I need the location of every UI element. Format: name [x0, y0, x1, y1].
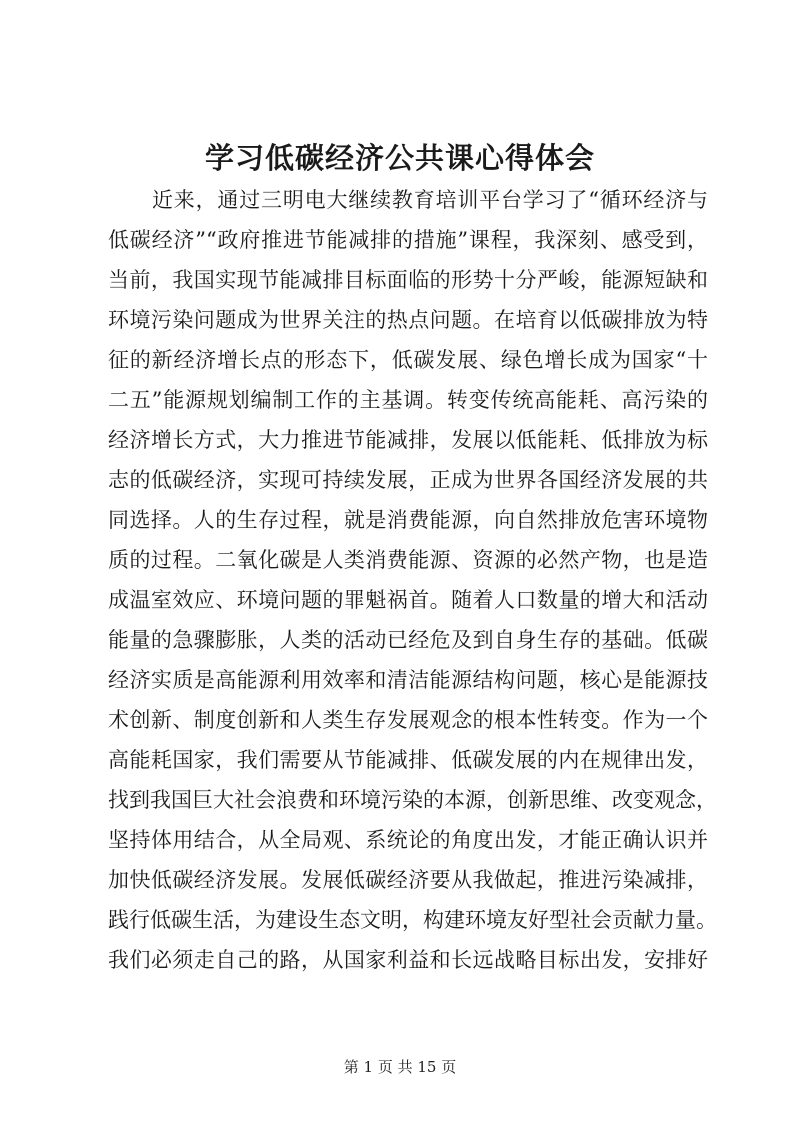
- paragraph-line: 低碳经济”“政府推进节能减排的措施”课程，我深刻、感受到，: [108, 228, 708, 252]
- paragraph-line: 环境污染问题成为世界关注的热点问题。在培育以低碳排放为特: [108, 308, 708, 332]
- page-number-footer: 第 1 页 共 15 页: [343, 1058, 457, 1076]
- paragraph-line: 成温室效应、环境问题的罪魁祸首。随着人口数量的增大和活动: [108, 588, 708, 612]
- paragraph-line: 能量的急骤膨胀，人类的活动已经危及到自身生存的基础。低碳: [108, 628, 708, 652]
- paragraph-line: 同选择。人的生存过程，就是消费能源，向自然排放危害环境物: [108, 508, 708, 532]
- paragraph-line: 加快低碳经济发展。发展低碳经济要从我做起，推进污染减排，: [108, 868, 708, 892]
- paragraph-line: 志的低碳经济，实现可持续发展，正成为世界各国经济发展的共: [108, 468, 708, 492]
- paragraph-line: 术创新、制度创新和人类生存发展观念的根本性转变。作为一个: [108, 708, 708, 732]
- paragraph-line: 经济实质是高能源利用效率和清洁能源结构问题，核心是能源技: [108, 668, 708, 692]
- paragraph-line: 质的过程。二氧化碳是人类消费能源、资源的必然产物，也是造: [108, 548, 708, 572]
- paragraph-line: 征的新经济增长点的形态下，低碳发展、绿色增长成为国家“十: [108, 348, 708, 372]
- paragraph-line: 当前，我国实现节能减排目标面临的形势十分严峻，能源短缺和: [108, 268, 708, 292]
- paragraph-line: 践行低碳生活，为建设生态文明，构建环境友好型社会贡献力量。: [108, 908, 717, 932]
- paragraph-line: 我们必须走自己的路，从国家利益和长远战略目标出发，安排好: [108, 948, 708, 972]
- paragraph-line: 二五”能源规划编制工作的主基调。转变传统高能耗、高污染的: [108, 388, 708, 412]
- paragraph-line: 经济增长方式，大力推进节能减排，发展以低能耗、低排放为标: [108, 428, 708, 452]
- paragraph-line: 近来，通过三明电大继续教育培训平台学习了“循环经济与: [152, 188, 708, 212]
- page-title: 学习低碳经济公共课心得体会: [204, 141, 595, 175]
- body-paragraph: [108, 180, 717, 980]
- paragraph-line: 高能耗国家，我们需要从节能减排、低碳发展的内在规律出发，: [108, 748, 708, 772]
- paragraph-line: 找到我国巨大社会浪费和环境污染的本源，创新思维、改变观念，: [108, 788, 717, 812]
- paragraph-line: 坚持体用结合，从全局观、系统论的角度出发，才能正确认识并: [108, 828, 708, 852]
